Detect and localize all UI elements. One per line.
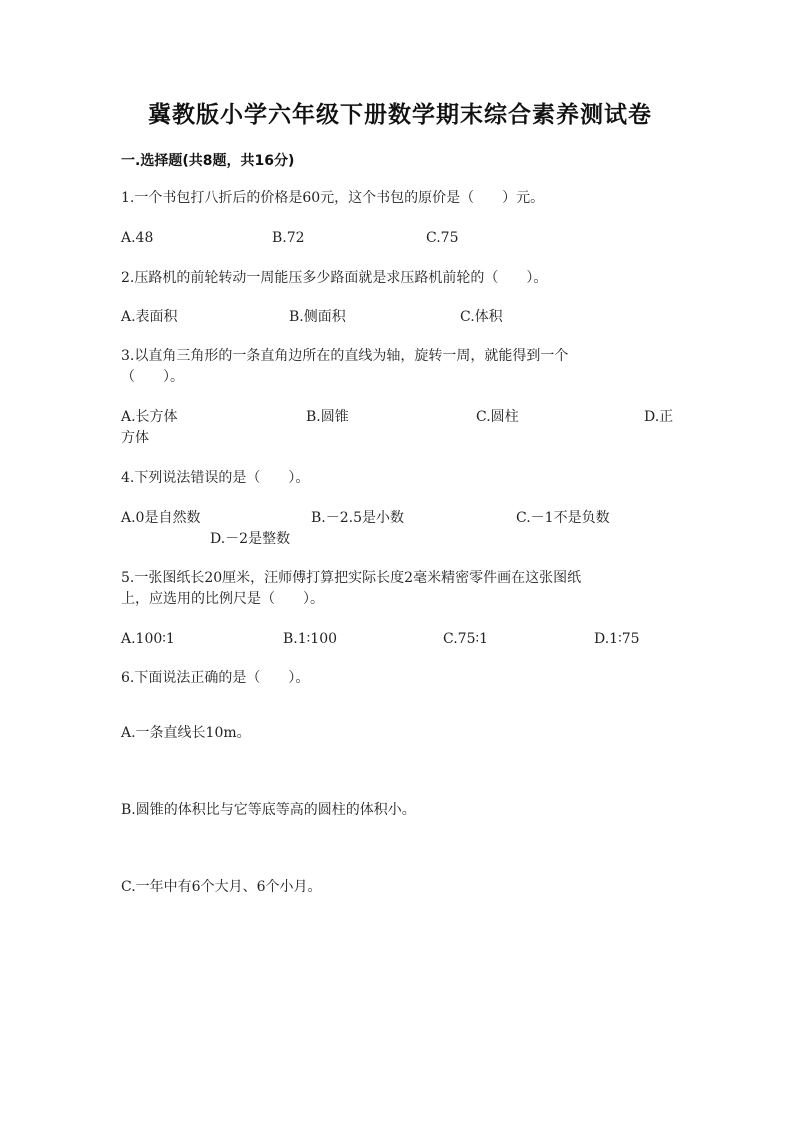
q2-option-b: B.侧面积 — [289, 309, 346, 325]
q4-option-c: C.－1不是负数 — [516, 510, 610, 526]
q1-option-b: B.72 — [272, 230, 305, 246]
q4-option-a: A.0是自然数 — [121, 510, 201, 526]
q3-option-d-wrap: 方体 — [121, 430, 149, 446]
q3-option-b: B.圆锥 — [306, 409, 349, 425]
question-4-text: 4.下列说法错误的是（ ）。 — [121, 470, 310, 486]
q4-option-d: D.－2是整数 — [210, 531, 291, 547]
question-3-text-line-1: 3.以直角三角形的一条直角边所在的直线为轴，旋转一周，就能得到一个 — [121, 348, 569, 364]
q2-option-a: A.表面积 — [121, 309, 178, 325]
q5-option-a: A.100∶1 — [121, 631, 175, 647]
q2-option-c: C.体积 — [460, 309, 503, 325]
q1-option-a: A.48 — [121, 230, 154, 246]
q6-option-b: B.圆锥的体积比与它等底等高的圆柱的体积小。 — [121, 802, 416, 818]
question-5-text-line-1: 5.一张图纸长20厘米，汪师傅打算把实际长度2毫米精密零件画在这张图纸 — [121, 570, 582, 586]
question-3-text-line-2: （ ）。 — [121, 369, 184, 385]
question-2-text: 2.压路机的前轮转动一周能压多少路面就是求压路机前轮的（ ）。 — [121, 270, 548, 286]
q5-option-b: B.1∶100 — [283, 631, 338, 647]
q6-option-a: A.一条直线长10m。 — [121, 725, 251, 741]
q5-option-d: D.1∶75 — [594, 631, 640, 647]
question-1-text: 1.一个书包打八折后的价格是60元，这个书包的原价是（ ）元。 — [121, 190, 545, 206]
q1-option-c: C.75 — [426, 230, 459, 246]
question-5-text-line-2: 上，应选用的比例尺是（ ）。 — [121, 591, 324, 607]
q5-option-c: C.75∶1 — [443, 631, 489, 647]
q4-option-b: B.－2.5是小数 — [311, 510, 405, 526]
q3-option-c: C.圆柱 — [476, 409, 519, 425]
page-title: 冀教版小学六年级下册数学期末综合素养测试卷 — [148, 102, 652, 128]
question-6-text: 6.下面说法正确的是（ ）。 — [121, 670, 310, 686]
q6-option-c: C.一年中有6个大月、6个小月。 — [121, 879, 322, 895]
q3-option-a: A.长方体 — [121, 409, 178, 425]
section-heading: 一.选择题(共8题，共16分) — [121, 153, 295, 169]
q3-option-d: D.正 — [644, 409, 674, 425]
